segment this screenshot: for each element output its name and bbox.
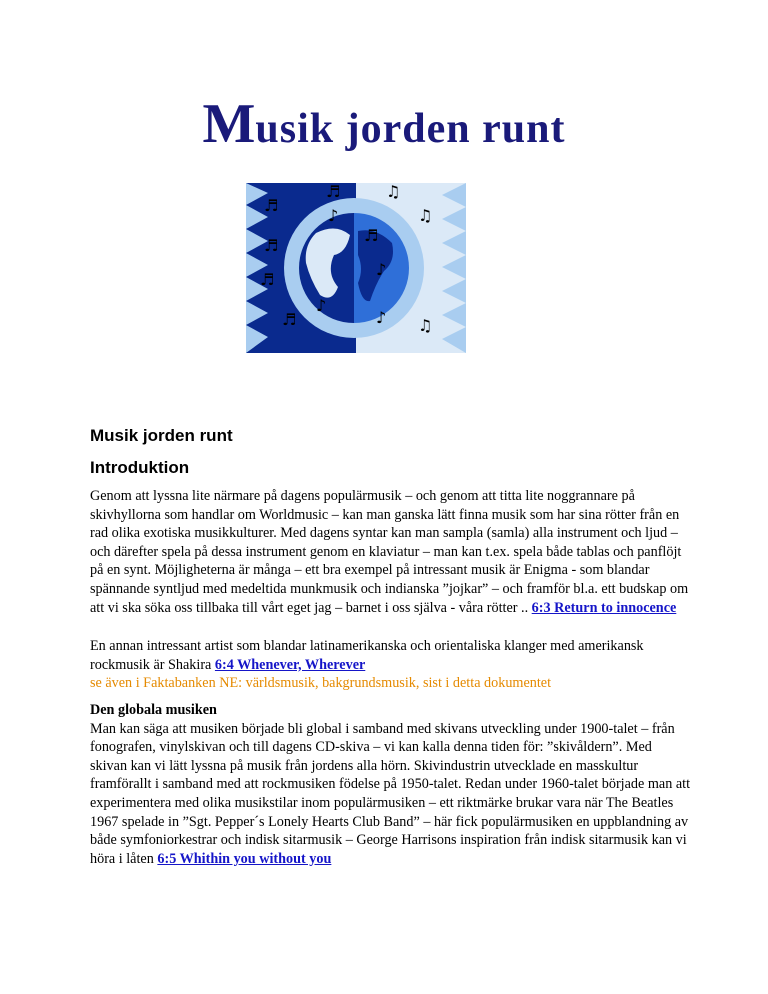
svg-text:♬: ♬ bbox=[326, 183, 341, 201]
svg-text:♪: ♪ bbox=[328, 206, 339, 225]
svg-text:♫: ♫ bbox=[418, 316, 433, 335]
global-music-section bbox=[90, 701, 690, 868]
svg-text:♬: ♬ bbox=[264, 196, 279, 215]
intro-text: Genom att lyssna lite närmare på dagens populärmusik – och genom att titta lite noggrannare på skivhyllorna som handlar om Worldmusic – kan man ganska lätt finna musik som har sina rötter från en rad olika exotiska musikkulturer. Med dagens syntar kan man sampla (samla) alla instrument och ljud – och därefter spela på dessa instrument genom en klaviatur – man kan t.ex. spela både tablas och panflöjt på en synt. Möjligheterna är många – ett bra exempel på intressant musik är Enigma - som blandar spännande syntljud med medeltida munkmusik och indianska ”jojkar” – och framför bl.a. ett budskap om att vi ska söka oss tillbaka till vårt eget jag – barnet i oss själva - våra rötter .. bbox=[90, 488, 689, 616]
title-initial: M bbox=[202, 93, 256, 155]
global-music-text: Man kan säga att musiken började bli global i samband med skivans utveckling under 1900-talet – från fonografen, vinylskivan och till dagens CD-skiva – vi kan kalla denna tiden för: ”skivåldern”. Med skivan kan vi lätt lyssna på musik från jordens alla hörn. Skivindustrin utvecklade en masskultur framförallt i samband med att rockmusiken födelse på 1950-talet. Redan under 1960-talet började man att experimentera med olika musikstilar inom populärmusiken – ett riktmärke brukar vara när The Beatles 1967 spelade in ”Sgt. Pepper´s Lonely Hearts Club Band” – här fick populärmusiken en uppblandning av både symfoniorkestrar och indisk sitarmusik – George Harrisons inspiration från indisk sitarmusik kan vi höra i låten bbox=[90, 720, 691, 867]
svg-text:♪: ♪ bbox=[316, 296, 327, 315]
svg-text:♫: ♫ bbox=[418, 206, 433, 225]
shakira-text: En annan intressant artist som blandar latinamerikanska och orientaliska klanger med amerikansk rockmusik är Shakira bbox=[90, 638, 644, 673]
intro-heading: Introduktion bbox=[90, 458, 190, 477]
svg-text:♪: ♪ bbox=[376, 260, 387, 279]
intro-paragraph bbox=[90, 487, 690, 617]
faktabanken-note: se även i Faktabanken NE: världsmusik, bakgrundsmusik, sist i detta dokumentet bbox=[90, 675, 552, 692]
global-music-heading: Den globala musiken bbox=[90, 702, 217, 718]
whenever-wherever-link[interactable]: 6:4 Whenever, Wherever bbox=[214, 656, 366, 673]
within-you-without-you-link[interactable]: 6:5 Whithin you without you bbox=[157, 850, 332, 867]
page-title bbox=[0, 92, 768, 156]
svg-text:♬: ♬ bbox=[260, 270, 275, 289]
title-rest: usik jorden runt bbox=[255, 106, 566, 152]
svg-text:♬: ♬ bbox=[364, 226, 379, 245]
return-to-innocence-link[interactable]: 6:3 Return to innocence bbox=[531, 599, 677, 616]
svg-text:♬: ♬ bbox=[282, 310, 297, 329]
svg-text:♪: ♪ bbox=[376, 308, 387, 327]
globe-music-notes-icon bbox=[246, 183, 466, 353]
svg-text:♬: ♬ bbox=[264, 236, 279, 255]
section-heading: Musik jorden runt bbox=[90, 426, 233, 445]
svg-text:♫: ♫ bbox=[386, 183, 401, 201]
shakira-paragraph bbox=[90, 637, 690, 693]
